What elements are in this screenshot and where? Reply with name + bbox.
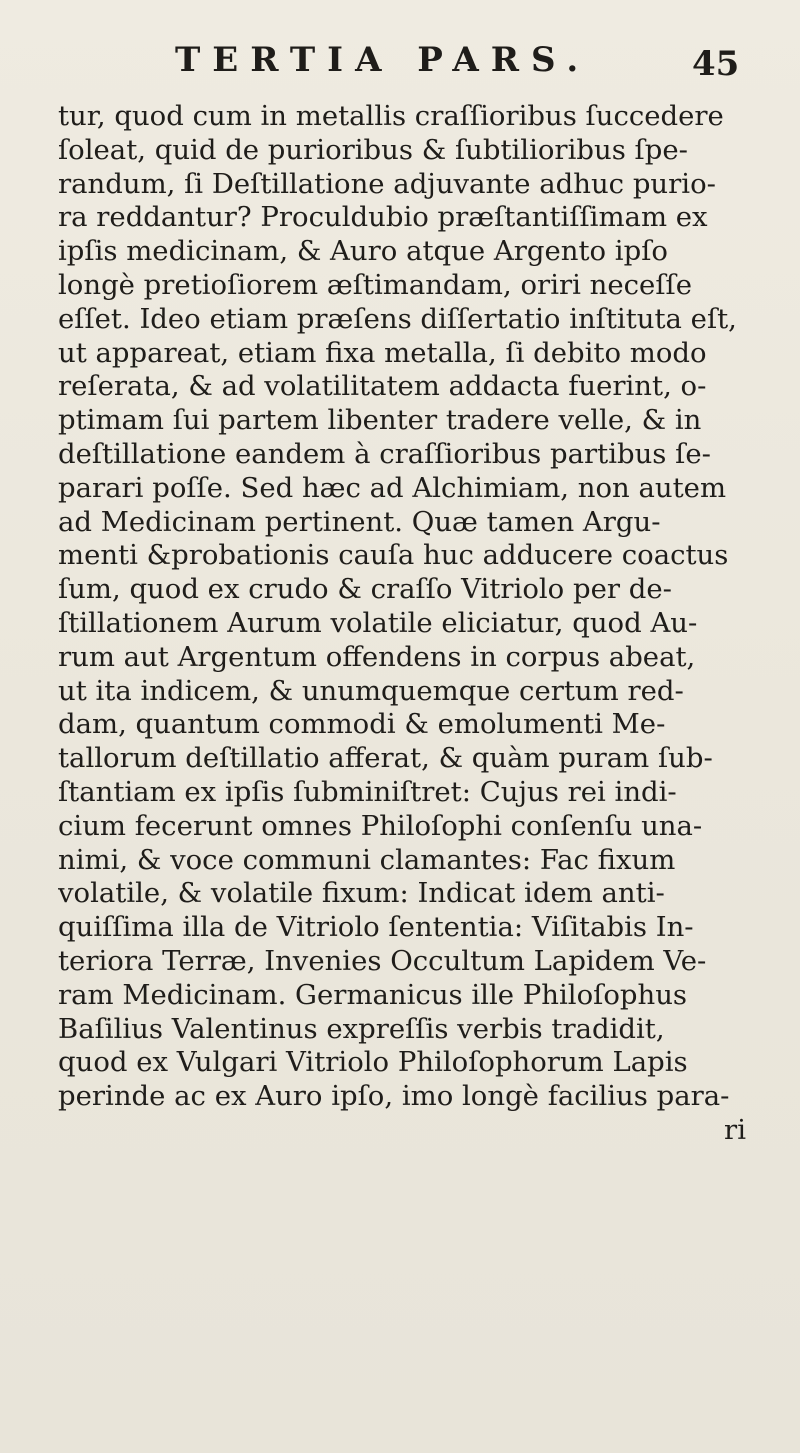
text-line: dam, quantum commodi & emolumenti Me- — [58, 708, 666, 741]
text-line: ſoleat, quid de purioribus & ſubtilioribus ſpe- — [58, 133, 688, 166]
text-line: quod ex Vulgari Vitriolo Philoſophorum Lapis — [58, 1046, 688, 1079]
text-line: volatile, & volatile fixum: Indicat idem anti- — [58, 877, 665, 910]
text-line: ut appareat, etiam fixa metalla, ſi debito modo — [58, 336, 707, 369]
text-line: teriora Terræ, Invenies Occultum Lapidem Ve- — [58, 944, 707, 977]
running-head: TERTIA PARS. — [175, 40, 591, 80]
text-line: longè pretioſiorem æſtimandam, oriri neceſſe — [58, 268, 692, 301]
text-line: parari poſſe. Sed hæc ad Alchimiam, non autem — [58, 471, 727, 504]
text-line: tallorum deſtillatio afferat, & quàm puram ſub- — [58, 742, 713, 775]
text-line: ram Medicinam. Germanicus ille Philoſophus — [58, 978, 688, 1011]
text-line: ſum, quod ex crudo & craſſo Vitriolo per de- — [58, 573, 672, 606]
text-line: ut ita indicem, & unumquemque certum red- — [58, 674, 684, 707]
text-line: reſerata, & ad volatilitatem addacta fuerint, o- — [58, 370, 707, 403]
text-line: menti &probationis cauſa huc adducere coactus — [58, 539, 729, 572]
text-line: deſtillatione eandem à craſſioribus partibus ſe- — [58, 437, 711, 470]
page-number: 45 — [692, 44, 740, 84]
text-line: ad Medicinam pertinent. Quæ tamen Argu- — [58, 505, 661, 538]
text-line: ipſis medicinam, & Auro atque Argento ipſo — [58, 235, 668, 268]
text-line: rum aut Argentum offendens in corpus abeat, — [58, 640, 696, 673]
catchword: ri — [724, 1113, 746, 1146]
text-line: tur, quod cum in metallis craſſioribus ſuccedere — [58, 100, 724, 132]
text-line: ſtillationem Aurum volatile eliciatur, quod Au- — [58, 606, 698, 639]
text-line: perinde ac ex Auro ipſo, imo longè facilius para- — [58, 1080, 730, 1113]
text-line: randum, ſi Deſtillatione adjuvante adhuc purio- — [58, 167, 716, 200]
page-header — [0, 36, 800, 96]
text-line: nimi, & voce communi clamantes: Fac fixum — [58, 843, 676, 876]
text-line: ra reddantur? Proculdubio præſtantiſſimam ex — [58, 201, 708, 234]
text-line: quiſſima illa de Vitriolo ſententia: Viſitabis In- — [58, 911, 694, 944]
text-line: cium fecerunt omnes Philoſophi conſenſu una- — [58, 809, 703, 842]
body-text — [58, 100, 778, 1148]
text-line: ptimam ſui partem libenter tradere velle, & in — [58, 404, 702, 437]
text-line: ſtantiam ex ipſis ſubminiſtret: Cujus rei indi- — [58, 775, 677, 808]
text-line: Baſilius Valentinus expreſſis verbis tradidit, — [58, 1012, 665, 1045]
text-line: eſſet. Ideo etiam præſens diſſertatio inſtituta eſt, — [58, 302, 737, 335]
